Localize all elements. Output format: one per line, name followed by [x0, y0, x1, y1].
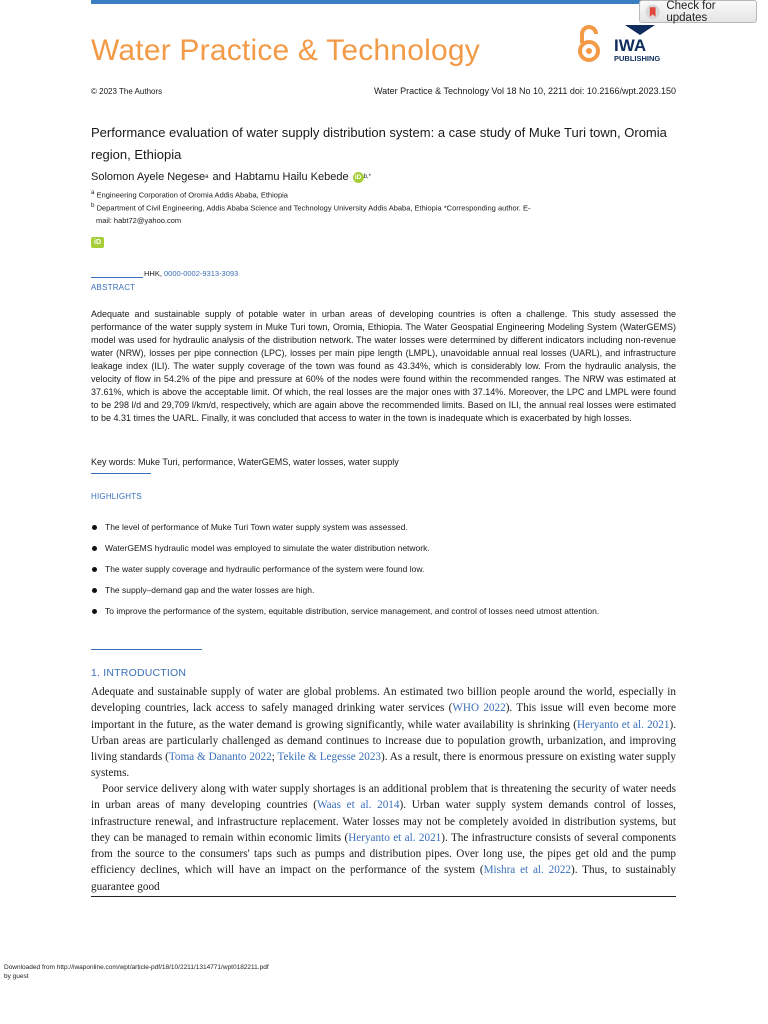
intro-rule [91, 649, 202, 650]
list-item: The supply–demand gap and the water losses are high. [91, 585, 599, 606]
author-2-affiliation: b,* [363, 174, 371, 180]
list-item: The water supply coverage and hydraulic performance of the system were found low. [91, 564, 599, 585]
copyright: © 2023 The Authors [91, 87, 163, 96]
citation-link[interactable]: Heryanto et al. 2021 [348, 831, 442, 844]
affiliation-b-text: Department of Civil Engineering, Addis Ababa Science and Technology University Addis Ababa, Ethiopia *Corresponding author. E- [96, 203, 531, 213]
keywords: Key words: Muke Turi, performance, WaterGEMS, water losses, water supply [91, 457, 399, 467]
corresponding-email: mail: habt72@yahoo.com [96, 215, 182, 225]
iwa-logo-text: IWA [614, 36, 647, 55]
citation-link[interactable]: Heryanto et al. 2021 [576, 718, 670, 731]
bullet-icon [92, 525, 97, 530]
orcid-link[interactable]: 0000-0002-9313-3093 [164, 269, 239, 278]
author-conjunction: and [212, 171, 231, 183]
affiliation-a-marker: a [91, 189, 95, 196]
download-notice [4, 964, 269, 981]
download-user: by guest [4, 972, 29, 980]
page-bottom-rule [91, 896, 676, 897]
introduction-heading: 1. INTRODUCTION [91, 667, 187, 679]
author-1: Solomon Ayele Negese [91, 171, 206, 183]
affiliation-b-marker: b [91, 202, 95, 209]
list-item: WaterGEMS hydraulic model was employed to simulate the water distribution network. [91, 543, 599, 564]
list-item: To improve the performance of the system, equitable distribution, service management, and control of losses need utmost attention. [91, 606, 599, 627]
citation-link[interactable]: WHO 2022 [452, 702, 506, 715]
download-url: Downloaded from http://iwaponline.com/wpt/article-pdf/18/10/2211/1314771/wpt0182211.pdf [4, 964, 269, 971]
iwa-logo [614, 25, 660, 63]
check-for-updates-button[interactable] [639, 0, 757, 23]
abstract-heading: ABSTRACT [91, 283, 136, 292]
keywords-rule [91, 473, 151, 474]
publisher-logos [577, 24, 677, 64]
orcid-icon[interactable]: iD [91, 237, 104, 248]
author-1-affiliation: a [205, 174, 209, 180]
bookmark-icon [645, 4, 660, 20]
orcid-line [91, 269, 238, 278]
author-list [91, 171, 371, 183]
citation: Water Practice & Technology Vol 18 No 10, 2211 doi: 10.2166/wpt.2023.150 [373, 86, 676, 96]
orcid-rule [91, 277, 143, 278]
affiliation-b [91, 200, 530, 227]
bullet-icon [92, 567, 97, 572]
affiliation-a-text: Engineering Corporation of Oromia Addis Ababa, Ethiopia [96, 190, 288, 200]
list-item: The level of performance of Muke Turi Town water supply system was assessed. [91, 522, 599, 543]
journal-title: Water Practice & Technology [91, 34, 480, 67]
abstract-text: Adequate and sustainable supply of potable water in urban areas of developing countries is often a challenge. This study assessed the performance of the water supply system in Muke Turi town, Oromia, Ethiopia. The Water Geospatial Engineering Modeling System (WaterGEMS) model was used for hydraulic analysis of the distribution network. The water losses were determined by different indicators including non-revenue water (NRW), losses per pipe connection (LPC), losses per main pipe length (LMPL), unavoidable annual real losses (UARL), and infrastructure leakage index (ILI). The water supply coverage of the town was found as 43.34%, which is considerably low. From the hydraulic analysis, the velocity of flow in 54.2% of the pipe and pressure at 60% of the nodes were found within the recommended ranges. The NRW was estimated at 37.61%, which is above the acceptable limit. Of which, the real losses are the major ones with 37.14%. Moreover, the LPC and LMPL were found to be 298 l/d and 29,709 l/km/d, respectively, which are again above the recommended limits. Based on ILI, the annual real losses were estimated to be 4.31 times the UARL. Finally, it was concluded that access to water in the town is inadequate which is exacerbated by high losses. [91, 309, 676, 423]
publishing-text: PUBLISHING [614, 54, 661, 63]
article-title: Performance evaluation of water supply distribution system: a case study of Muke Turi town, Oromia region, Ethiopia [91, 125, 667, 162]
citation-link[interactable]: Tekile & Legesse 2023 [277, 751, 382, 764]
orcid-initials: HHK, [144, 269, 162, 278]
author-2: Habtamu Hailu Kebede [234, 171, 349, 183]
bullet-icon [92, 546, 97, 551]
orcid-icon[interactable]: iD [353, 172, 364, 183]
citation-link[interactable]: Mishra et al. 2022 [483, 864, 572, 877]
highlights-list [91, 522, 599, 627]
intro-paragraph-1: Adequate and sustainable supply of water are global problems. An estimated two billion people around the world, especially in developing countries, lack access to safely managed drinking water services (WHO 2022). This issue will even become more important in the future, as the water demand is growing significantly, while water availability is shrinking (Heryanto et al. 2021). Urban areas are particularly challenged as demand continues to increase due to population growth, urbanization, and improving living standards (Toma & Dananto 2022; Tekile & Legesse 2023). As a result, there is enormous pressure on existing water supply systems. [91, 686, 677, 780]
intro-paragraph-2: Poor service delivery along with water supply shortages is an additional problem that is threatening the security of water needs in urban areas of many developing countries (Waas et al. 2014). Urban water supply system demands control of losses, infrastructure renewal, and infrastructure replacement. Water losses may not be completely avoided in distribution systems, but they can be managed to remain within economic limits (Heryanto et al. 2021). The infrastructure consists of several components from the source to the consumers' taps such as pumps and distribution pipes. Over long use, the pipes get old and the pump efficiency declines, which will have an impact on the performance of the system (Mishra et al. 2022). Thus, to sustainably guarantee good [91, 783, 676, 893]
citation-link[interactable]: Waas et al. 2014 [316, 799, 400, 812]
highlights-heading: HIGHLIGHTS [91, 492, 142, 501]
publication-info [91, 86, 676, 98]
check-for-updates-label: Check for updates [666, 0, 716, 24]
bullet-icon [92, 588, 97, 593]
citation-link[interactable]: Toma & Dananto 2022 [168, 751, 272, 764]
top-accent-bar [91, 0, 676, 4]
bullet-icon [92, 609, 97, 614]
open-access-icon [580, 27, 598, 60]
